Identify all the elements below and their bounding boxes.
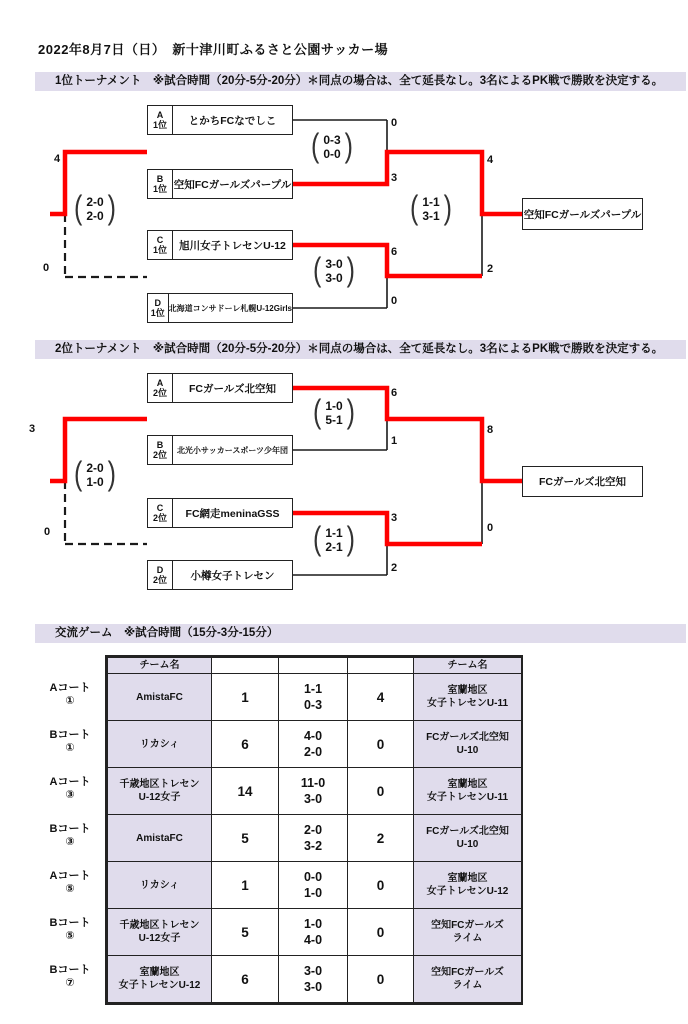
slot-team-name: FC網走meninaGSS	[185, 507, 280, 520]
paren-open: (	[313, 250, 322, 289]
bracket1-champion-box: 空知FCガールズパープル	[522, 198, 643, 230]
match-scores-t2-semi-bottom	[313, 519, 355, 558]
away-team-line2: U-10	[456, 745, 479, 756]
home-score-cell: 6	[212, 721, 279, 768]
game-score: 0-0	[323, 146, 341, 161]
slot-group: C	[156, 235, 164, 245]
score-t1-B: 3	[391, 172, 398, 184]
court-label: Bコート ③	[49, 823, 91, 848]
game-score: 2-0	[86, 460, 104, 475]
header-cell-blank	[348, 658, 414, 674]
score-t1-D: 0	[391, 295, 398, 307]
away-score-cell: 0	[348, 721, 414, 768]
slot-rank: 2位	[152, 388, 167, 398]
game-score-line2: 4-0	[303, 933, 323, 947]
court-label: Aコート ⑤	[49, 870, 91, 895]
court-label: Bコート ⑤	[49, 917, 91, 942]
bracket1-slot-C	[147, 230, 293, 260]
score-t1-C: 6	[391, 246, 398, 258]
slot-team-name: 旭川女子トレセンU-12	[179, 239, 286, 252]
friendly-row	[108, 768, 522, 815]
game-score: 1-0	[325, 398, 343, 413]
away-team-line1: 室蘭地区	[447, 873, 488, 884]
score-t1-final-bottom: 2	[487, 263, 494, 275]
bracket2-champion-box: FCガールズ北空知	[522, 466, 643, 497]
match-scores-t1-consolation	[74, 188, 116, 227]
page-title: 2022年8月7日（日） 新十津川町ふるさと公園サッカー場	[38, 42, 389, 57]
home-team-line1: リカシィ	[139, 879, 180, 891]
match-scores-t2-semi-top	[313, 392, 355, 431]
slot-seed	[148, 499, 173, 527]
paren-open: (	[74, 454, 83, 493]
away-team-cell	[414, 909, 522, 956]
court-label: Aコート ③	[49, 776, 91, 801]
away-team-line2: ライム	[452, 933, 483, 944]
header-team-name-left: チーム名	[108, 658, 212, 674]
score-t1-consolation-top: 4	[54, 153, 61, 165]
paren-close: )	[107, 188, 116, 227]
home-score-cell: 1	[212, 862, 279, 909]
paren-open: (	[313, 519, 322, 558]
friendly-row	[108, 862, 522, 909]
section-header-friendly-games: 交流ゲーム ※試合時間（15分-3分-15分）	[35, 624, 686, 643]
bracket1-slot-B	[147, 169, 293, 199]
away-team-cell	[414, 956, 522, 1003]
slot-team-name: 小樽女子トレセン	[190, 569, 275, 582]
slot-rank: 1位	[152, 120, 167, 130]
home-team-cell	[108, 815, 212, 862]
match-scores-t2-consolation	[74, 454, 116, 493]
game-scores-cell	[279, 862, 348, 909]
paren-close: )	[344, 126, 353, 165]
game-score: 1-1	[422, 194, 440, 209]
away-team-line1: 空知FCガールズ	[431, 920, 504, 931]
score-t1-A: 0	[391, 117, 398, 129]
court-label: Aコート ①	[49, 682, 91, 707]
slot-rank: 2位	[152, 450, 167, 460]
paren-close: )	[346, 519, 355, 558]
game-scores-cell	[279, 815, 348, 862]
home-team-line2: U-12女子	[138, 792, 181, 803]
away-team-line1: 室蘭地区	[447, 779, 488, 790]
game-score: 0-3	[323, 132, 341, 147]
game-scores-cell	[279, 674, 348, 721]
game-score-line2: 3-2	[303, 839, 323, 853]
away-team-cell	[414, 674, 522, 721]
paren-close: )	[107, 454, 116, 493]
game-score-line1: 1-0	[303, 917, 323, 931]
friendly-row	[108, 721, 522, 768]
slot-seed	[148, 374, 173, 402]
away-score-cell: 0	[348, 909, 414, 956]
slot-seed	[148, 436, 173, 464]
paren-close: )	[346, 392, 355, 431]
away-score-cell: 4	[348, 674, 414, 721]
slot-group: A	[156, 378, 164, 388]
game-score-line1: 0-0	[303, 870, 323, 884]
away-score-cell: 0	[348, 862, 414, 909]
match-scores-t1-semi-top	[311, 126, 353, 165]
home-team-line1: AmistaFC	[136, 691, 183, 703]
game-score-line2: 1-0	[303, 886, 323, 900]
game-score: 3-0	[325, 270, 343, 285]
away-team-line1: FCガールズ北空知	[426, 826, 509, 837]
slot-rank: 2位	[152, 575, 167, 585]
slot-seed	[148, 106, 173, 134]
home-team-line1: AmistaFC	[136, 832, 183, 844]
game-scores-cell	[279, 721, 348, 768]
bracket2-slot-C	[147, 498, 293, 528]
slot-seed	[148, 294, 169, 322]
slot-rank: 1位	[150, 308, 165, 318]
home-team-cell	[108, 909, 212, 956]
game-score-line2: 3-0	[303, 980, 323, 994]
game-score: 5-1	[325, 412, 343, 427]
game-score-line1: 2-0	[303, 823, 323, 837]
home-team-cell	[108, 956, 212, 1003]
court-label: Bコート ⑦	[49, 964, 91, 989]
home-score-cell: 14	[212, 768, 279, 815]
paren-open: (	[74, 188, 83, 227]
friendly-header-row	[108, 658, 522, 674]
score-t2-final-top: 8	[487, 424, 494, 436]
slot-group: D	[156, 565, 164, 575]
away-team-line2: 女子トレセンU-11	[426, 792, 509, 803]
home-score-cell: 5	[212, 815, 279, 862]
friendly-row	[108, 909, 522, 956]
score-t1-consolation-bottom: 0	[43, 262, 50, 274]
away-team-cell	[414, 721, 522, 768]
slot-group: C	[156, 503, 164, 513]
match-scores-t1-final	[410, 188, 452, 227]
slot-group: A	[156, 110, 164, 120]
home-team-cell	[108, 674, 212, 721]
away-team-line2: 女子トレセンU-12	[426, 886, 509, 897]
game-score-line1: 11-0	[300, 776, 326, 790]
game-score: 3-1	[422, 208, 440, 223]
header-cell-blank	[279, 658, 348, 674]
game-score: 3-0	[325, 256, 343, 271]
home-team-cell	[108, 862, 212, 909]
friendly-games-table	[105, 655, 523, 1005]
game-scores-cell	[279, 768, 348, 815]
court-label: Bコート ①	[49, 729, 91, 754]
friendly-row	[108, 956, 522, 1003]
game-score: 1-1	[325, 525, 343, 540]
slot-seed	[148, 231, 173, 259]
slot-rank: 2位	[152, 513, 167, 523]
slot-rank: 1位	[152, 245, 167, 255]
slot-team-name: 北海道コンサドーレ札幌U-12Girls	[168, 303, 292, 313]
away-team-cell	[414, 815, 522, 862]
slot-seed	[148, 561, 173, 589]
home-score-cell: 5	[212, 909, 279, 956]
game-score: 1-0	[86, 474, 104, 489]
away-team-line1: 空知FCガールズ	[431, 967, 504, 978]
home-team-line1: リカシィ	[139, 738, 180, 750]
slot-group: B	[156, 440, 164, 450]
score-t1-final-top: 4	[487, 154, 494, 166]
game-score: 2-0	[86, 194, 104, 209]
game-score: 2-0	[86, 208, 104, 223]
bracket1-slot-D	[147, 293, 293, 323]
score-t2-C: 3	[391, 512, 398, 524]
game-scores-cell	[279, 909, 348, 956]
home-team-line1: 千歳地区トレセン	[119, 920, 200, 931]
bracket1-slot-A	[147, 105, 293, 135]
away-team-line2: U-10	[456, 839, 479, 850]
score-t2-consolation-top: 3	[29, 423, 36, 435]
away-score-cell: 0	[348, 956, 414, 1003]
game-score-line2: 2-0	[303, 745, 323, 759]
bracket2-slot-D	[147, 560, 293, 590]
slot-team-name: とかちFCなでしこ	[188, 114, 277, 127]
home-team-line2: U-12女子	[138, 933, 181, 944]
score-t2-consolation-bottom: 0	[44, 526, 51, 538]
away-team-line2: ライム	[452, 980, 483, 991]
friendly-row	[108, 815, 522, 862]
slot-rank: 1位	[152, 184, 167, 194]
away-team-cell	[414, 862, 522, 909]
game-score: 2-1	[325, 539, 343, 554]
paren-open: (	[313, 392, 322, 431]
slot-team-name: 空知FCガールズパープル	[173, 178, 292, 191]
slot-team-name: 北光小サッカースポーツ少年団	[176, 445, 289, 455]
paren-close: )	[443, 188, 452, 227]
slot-group: B	[156, 174, 164, 184]
game-score-line1: 1-1	[303, 682, 323, 696]
section-header-1st-tournament: 1位トーナメント ※試合時間（20分-5分-20分）＊同点の場合は、全て延長なし。3名によるPK戦で勝敗を決定する。	[35, 72, 686, 91]
section-header-2nd-tournament: 2位トーナメント ※試合時間（20分-5分-20分）＊同点の場合は、全て延長なし。3名によるPK戦で勝敗を決定する。	[35, 340, 686, 359]
home-team-cell	[108, 721, 212, 768]
home-score-cell: 1	[212, 674, 279, 721]
away-score-cell: 2	[348, 815, 414, 862]
away-team-cell	[414, 768, 522, 815]
header-cell-blank	[212, 658, 279, 674]
game-scores-cell	[279, 956, 348, 1003]
score-t2-D: 2	[391, 562, 398, 574]
home-team-line2: 女子トレセンU-12	[118, 980, 201, 991]
paren-open: (	[311, 126, 320, 165]
away-team-line2: 女子トレセンU-11	[426, 698, 509, 709]
slot-seed	[148, 170, 173, 198]
game-score-line2: 3-0	[303, 792, 323, 806]
away-team-line1: 室蘭地区	[447, 685, 488, 696]
game-score-line2: 0-3	[303, 698, 323, 712]
match-scores-t1-semi-bottom	[313, 250, 355, 289]
score-t2-final-bottom: 0	[487, 522, 494, 534]
home-team-line1: 千歳地区トレセン	[119, 779, 200, 790]
slot-team-name: FCガールズ北空知	[189, 382, 276, 395]
away-score-cell: 0	[348, 768, 414, 815]
home-score-cell: 6	[212, 956, 279, 1003]
game-score-line1: 3-0	[303, 964, 323, 978]
home-team-line1: 室蘭地区	[139, 967, 180, 978]
home-team-cell	[108, 768, 212, 815]
score-t2-B: 1	[391, 435, 398, 447]
paren-close: )	[346, 250, 355, 289]
bracket2-slot-B	[147, 435, 293, 465]
game-score-line1: 4-0	[303, 729, 323, 743]
paren-open: (	[410, 188, 419, 227]
bracket2-slot-A	[147, 373, 293, 403]
score-t2-A: 6	[391, 387, 398, 399]
friendly-row	[108, 674, 522, 721]
slot-group: D	[154, 298, 162, 308]
header-team-name-right: チーム名	[414, 658, 522, 674]
away-team-line1: FCガールズ北空知	[426, 732, 509, 743]
